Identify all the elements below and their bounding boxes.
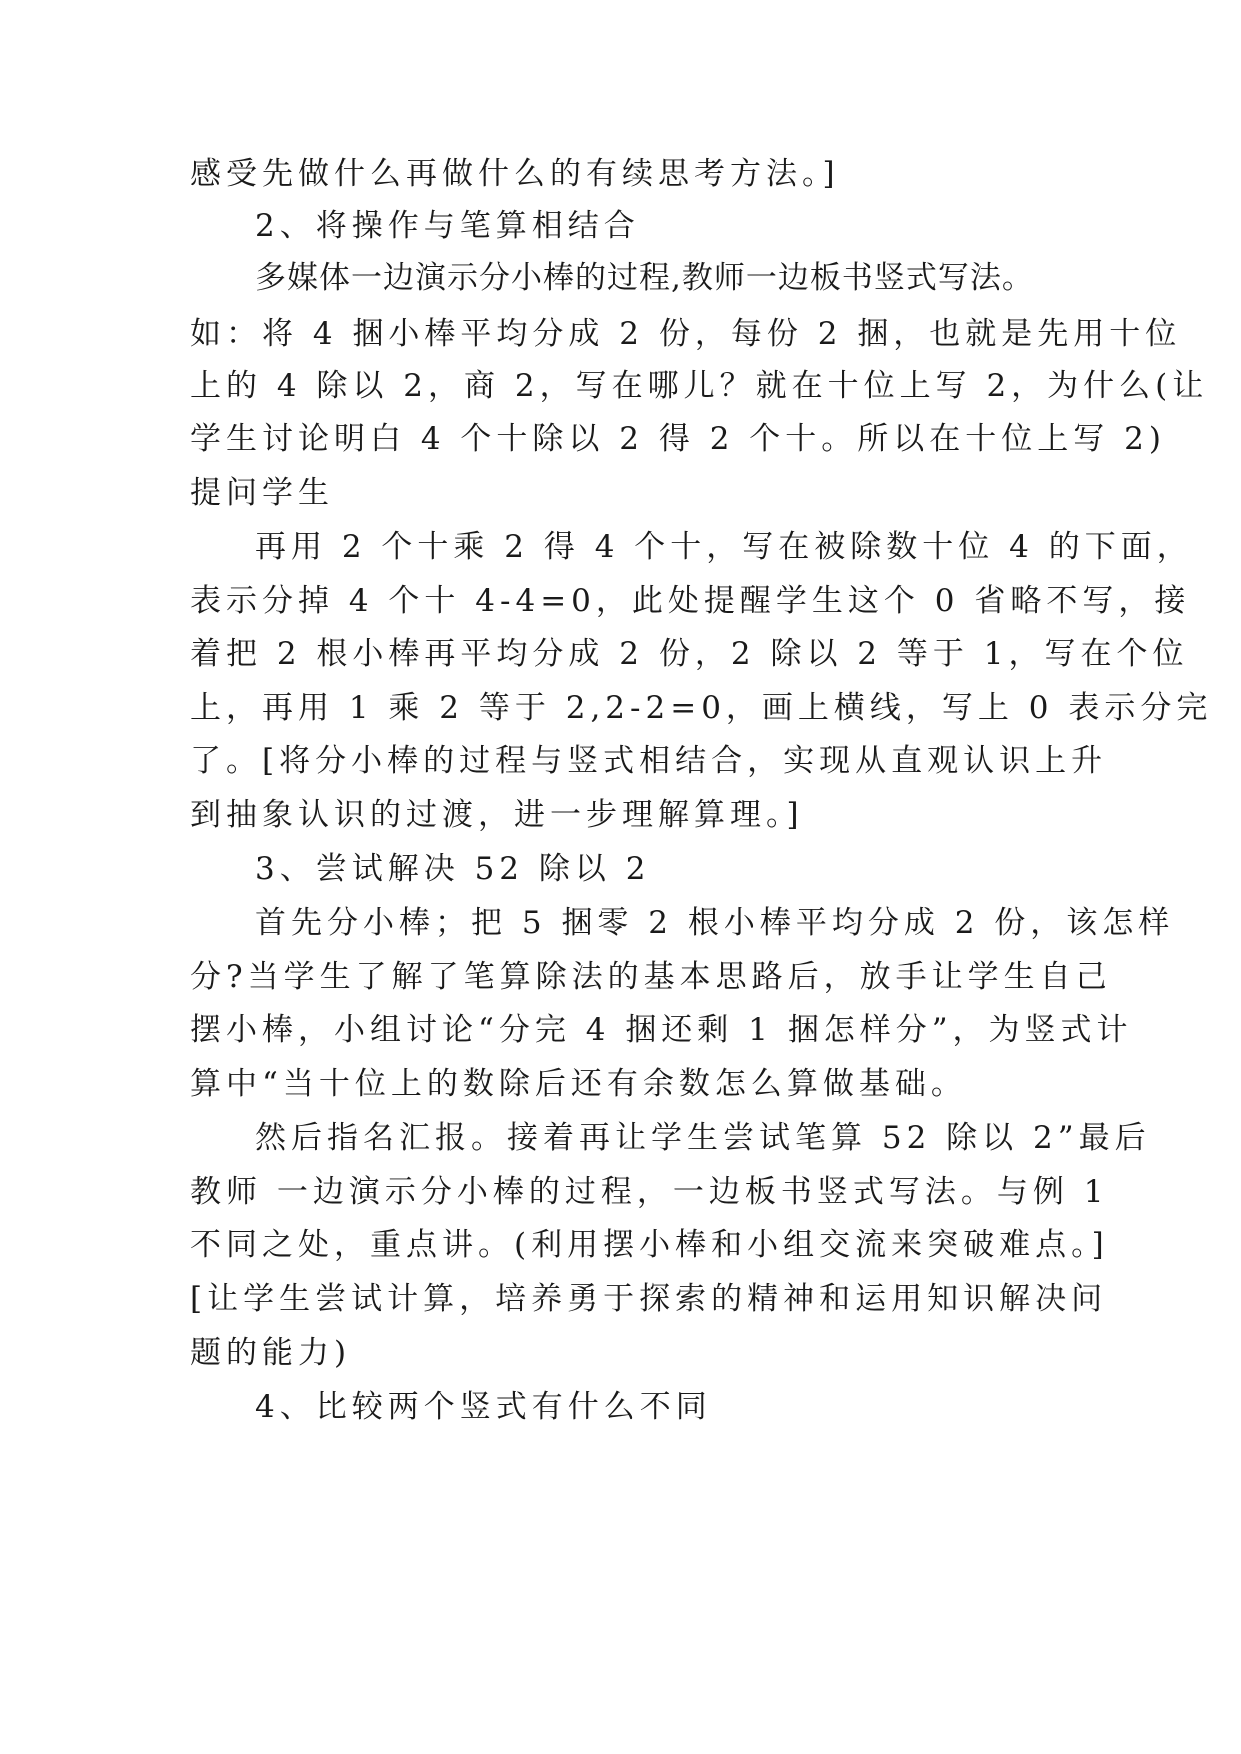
text-line: 教师 一边演示分小棒的过程，一边板书竖式写法。与例 1 [190,1174,1109,1210]
text-line: 提问学生 [190,475,334,511]
text-line: 再用 2 个十乘 2 得 4 个十，写在被除数十位 4 的下面， [255,529,1193,565]
text-line: 题的能力) [190,1335,352,1371]
text-line: 上，再用 1 乘 2 等于 2,2-2=0，画上横线，写上 0 表示分完 [190,690,1213,726]
section-heading: 3、尝试解决 52 除以 2 [255,851,651,887]
text-line: 不同之处，重点讲。(利用摆小棒和小组交流来突破难点。] [190,1227,1109,1263]
text-line: 多媒体一边演示分小棒的过程,教师一边板书竖式写法。 [255,260,1034,296]
text-line: 感受先做什么再做什么的有续思考方法。] [190,156,840,192]
text-line: 表示分掉 4 个十 4-4=0，此处提醒学生这个 0 省略不写，接 [190,583,1191,619]
text-line: 摆小棒，小组讨论“分完 4 捆还剩 1 捆怎样分”，为竖式计 [190,1012,1133,1048]
text-line: 如：将 4 捆小棒平均分成 2 份，每份 2 捆，也就是先用十位 [190,316,1182,352]
text-line: 到抽象认识的过渡，进一步理解算理。] [190,797,804,833]
text-line: 学生讨论明白 4 个十除以 2 得 2 个十。所以在十位上写 2) [190,421,1166,457]
text-line: 首先分小棒；把 5 捆零 2 根小棒平均分成 2 份，该怎样 [255,905,1175,941]
text-line: 上的 4 除以 2，商 2，写在哪儿？就在十位上写 2，为什么(让 [190,368,1209,404]
section-heading: 2、将操作与笔算相结合 [255,208,640,244]
text-line: 算中“当十位上的数除后还有余数怎么算做基础。 [190,1066,967,1102]
text-line: 分?当学生了解了笔算除法的基本思路后，放手让学生自己 [190,959,1112,995]
section-heading: 4、比较两个竖式有什么不同 [255,1389,712,1425]
text-line: 着把 2 根小棒再平均分成 2 份，2 除以 2 等于 1，写在个位 [190,636,1189,672]
text-line: 然后指名汇报。接着再让学生尝试笔算 52 除以 2”最后 [255,1120,1151,1156]
text-line: 了。[将分小棒的过程与竖式相结合，实现从直观认识上升 [190,743,1108,779]
text-line: [让学生尝试计算，培养勇于探索的精神和运用知识解决问 [190,1281,1108,1317]
